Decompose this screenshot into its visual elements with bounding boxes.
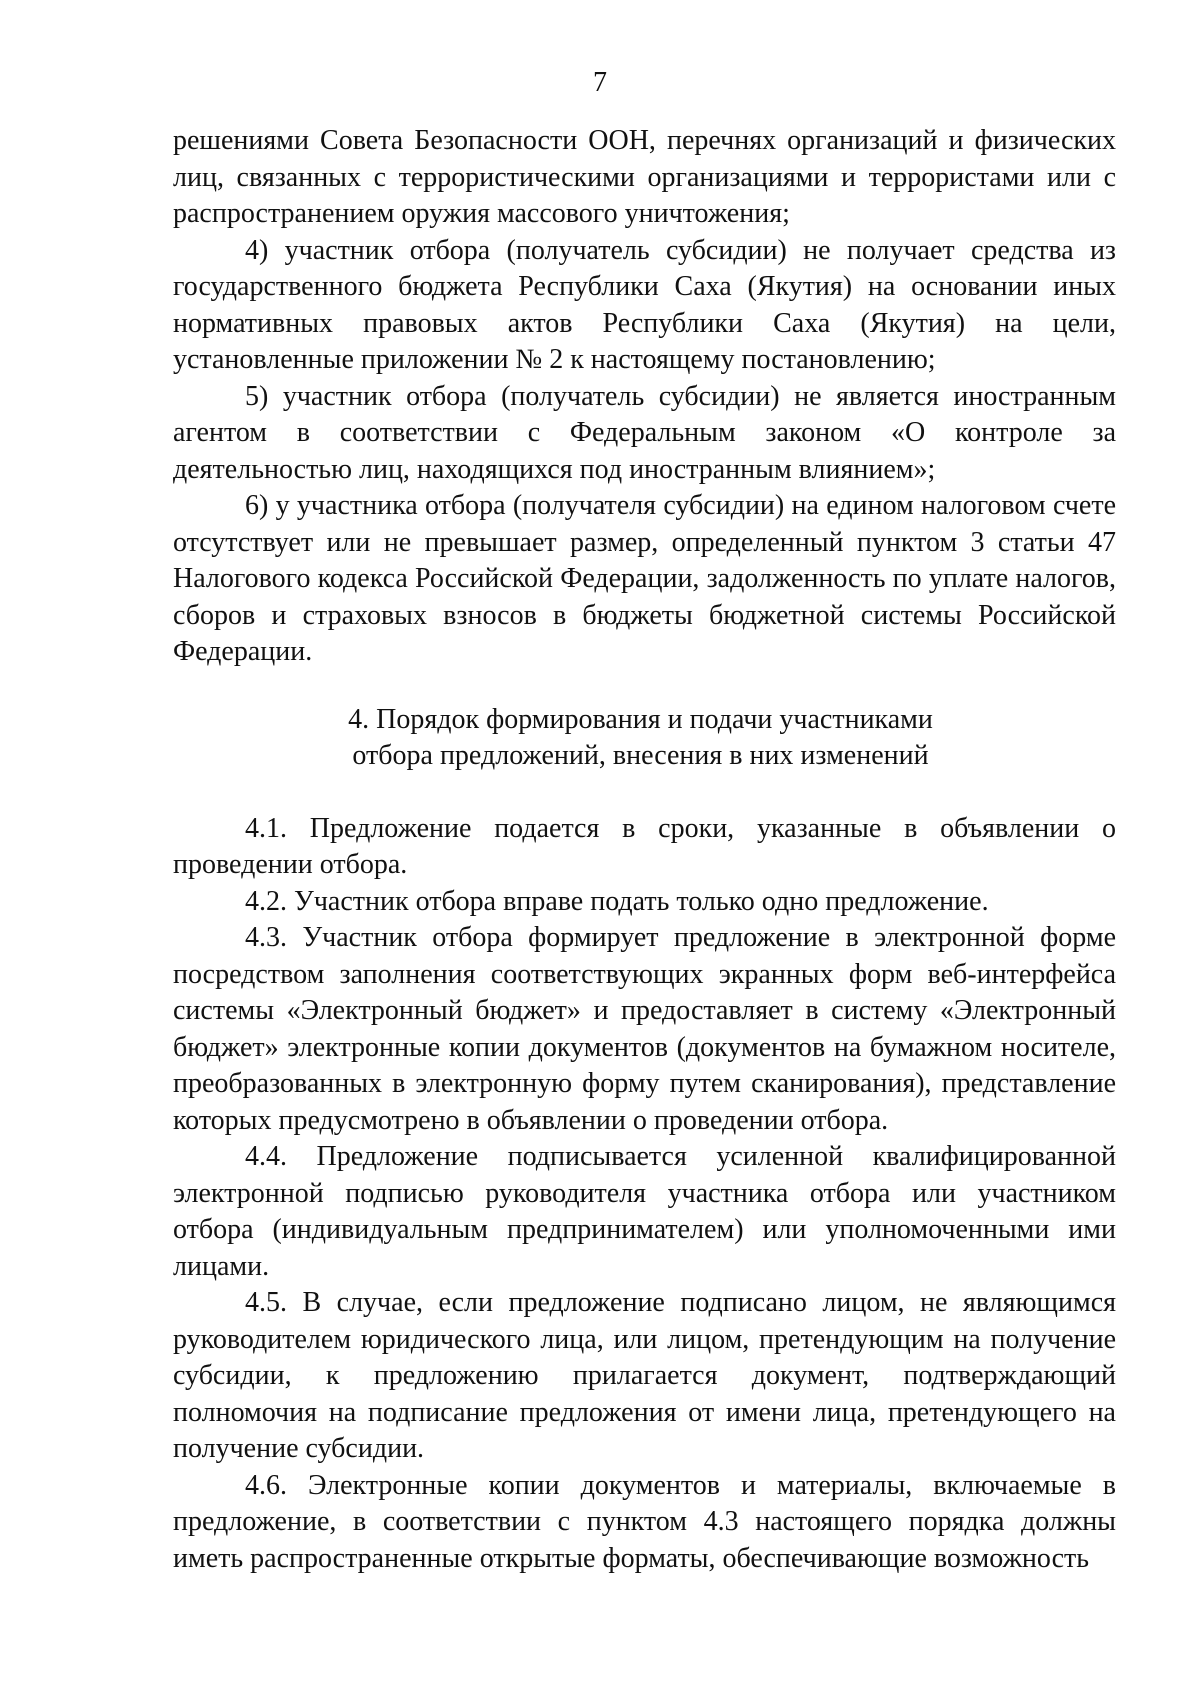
paragraph-4-3: 4.3. Участник отбора формирует предложение в электронной форме посредством заполнения соответствующих экранных форм веб-интерфейса системы «Электронный бюджет» и предоставляет в систему «Электронный бюджет» электронные копии документов (документов на бумажном носителе, преобразованных в электронную форму путем сканирования), представление которых предусмотрено в объявлении о проведении отбора. (173, 922, 1116, 1136)
page-number: 7 (593, 67, 607, 98)
paragraph-4-2: 4.2. Участник отбора вправе подать только одно предложение. (245, 885, 989, 917)
paragraph-4-1: 4.1. Предложение подается в сроки, указанные в объявлении о проведении отбора. (173, 812, 1116, 880)
section-heading-line-1: 4. Порядок формирования и подачи участниками (348, 703, 933, 735)
paragraph-item-5: 5) участник отбора (получатель субсидии) не является иностранным агентом в соответствии с Федеральным законом «О контроле за деятельностью лиц, находящихся под иностранным влиянием»; (173, 380, 1116, 485)
paragraph-item-4: 4) участник отбора (получатель субсидии) не получает средства из государственного бюджета Республики Саха (Якутия) на основании иных нормативных правовых актов Республики Саха (Якутия) на цели, установленные приложении № 2 к настоящему постановлению; (173, 234, 1116, 375)
section-heading (173, 702, 1116, 775)
paragraph-item-6: 6) у участника отбора (получателя субсидии) на едином налоговом счете отсутствует или не превышает размер, определенный пунктом 3 статьи 47 Налогового кодекса Российской Федерации, задолженность по уплате налогов, сборов и страховых взносов в бюджеты бюджетной системы Российской Федерации. (173, 490, 1116, 667)
paragraph-4-6: 4.6. Электронные копии документов и материалы, включаемые в предложение, в соответствии с пунктом 4.3 настоящего порядка должны иметь распространенные открытые форматы, обеспечивающие возможность (173, 1469, 1116, 1574)
document-body (173, 123, 1116, 1577)
paragraph-4-4: 4.4. Предложение подписывается усиленной квалифицированной электронной подписью руководителя участника отбора или участником отбора (индивидуальным предпринимателем) или уполномоченными ими лицами. (173, 1141, 1116, 1282)
paragraph-continuation: решениями Совета Безопасности ООН, перечнях организаций и физических лиц, связанных с террористическими организациями и террористами или с распространением оружия массового уничтожения; (173, 125, 1116, 229)
paragraph-4-5: 4.5. В случае, если предложение подписано лицом, не являющимся руководителем юридического лица, или лицом, претендующим на получение субсидии, к предложению прилагается документ, подтверждающий полномочия на подписание предложения от имени лица, претендующего на получение субсидии. (173, 1287, 1116, 1464)
section-heading-line-2: отбора предложений, внесения в них изменений (352, 740, 929, 771)
